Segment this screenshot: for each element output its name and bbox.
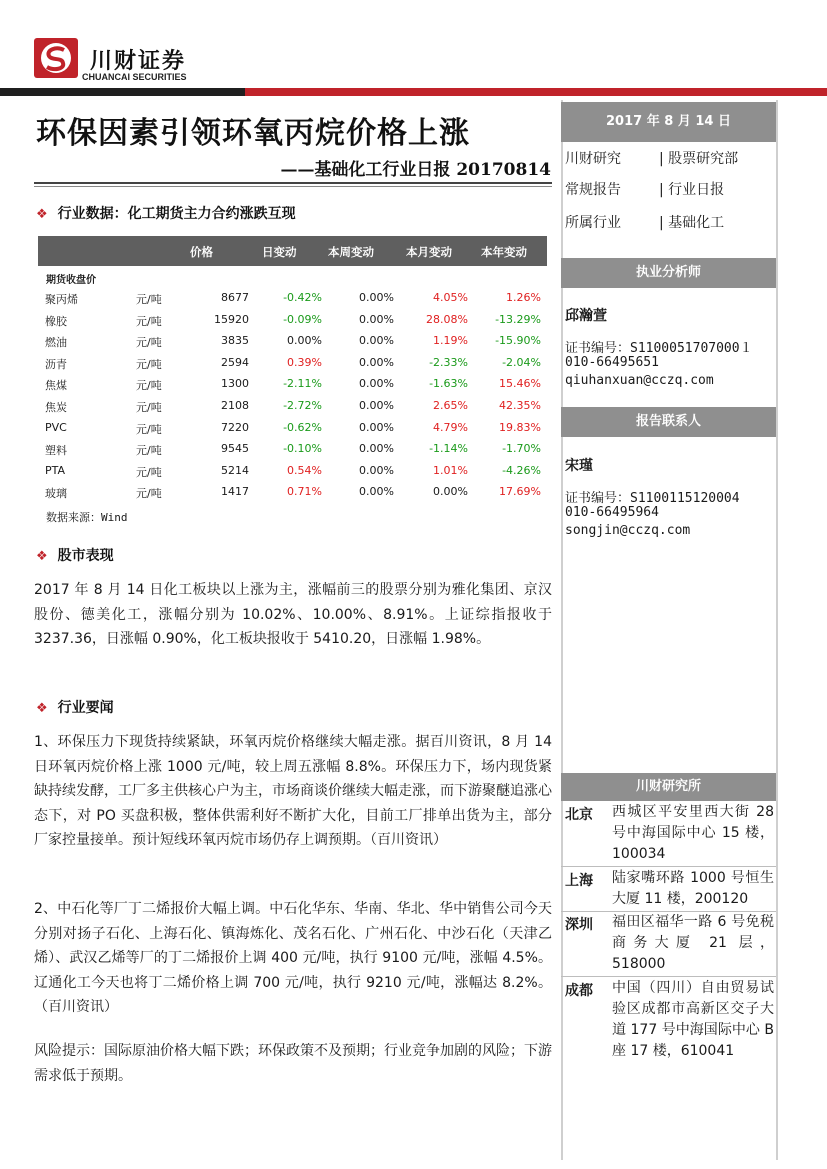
week-change: 0.00% (359, 291, 394, 304)
meta-value: | 行业日报 (659, 182, 725, 198)
year-change: 1.26% (506, 291, 541, 304)
table-row (38, 417, 547, 439)
month-change: 28.08% (426, 312, 468, 326)
office-divider (561, 976, 776, 977)
report-date: 2017 年 8 月 14 日 (561, 102, 776, 142)
week-change: 0.00% (359, 312, 394, 326)
table-row (38, 287, 547, 309)
price: 3835 (221, 334, 249, 348)
col-price: 价格 (190, 245, 213, 259)
col-year: 本年变动 (481, 245, 527, 259)
commodity-name: 焦炭 (45, 400, 67, 414)
office-address: 中国（四川）自由贸易试验区成都市高新区交子大道 177 号中海国际中心 B 座 17 楼，610041 (612, 980, 774, 1059)
year-change: -2.04% (502, 355, 541, 369)
table-row (38, 309, 547, 331)
commodity-name: 燃油 (45, 336, 67, 350)
table-group-label: 期货收盘价 (46, 275, 96, 286)
meta-value: | 基础化工 (659, 215, 725, 231)
company-logo (34, 38, 78, 78)
section-label: 行业要闻 (57, 700, 114, 716)
year-change: -1.70% (502, 442, 541, 456)
office-address: 福田区福华一路 6 号免税商务大厦 21 层，518000 (612, 914, 774, 972)
year-change: -4.26% (502, 463, 541, 477)
section-market (36, 545, 114, 565)
commodity-name: 橡胶 (45, 314, 67, 328)
day-change: -2.11% (283, 377, 322, 391)
unit: 元/吨 (136, 487, 162, 501)
analyst-email: qiuhanxuan@cczq.com (565, 373, 714, 388)
contact-email: songjin@cczq.com (565, 523, 691, 538)
unit: 元/吨 (136, 400, 162, 414)
price: 7220 (221, 420, 249, 434)
col-week: 本周变动 (328, 245, 374, 259)
commodity-name: PVC (45, 420, 67, 434)
year-change: 19.83% (499, 420, 541, 434)
month-change: 4.79% (433, 420, 468, 434)
contact-phone: 010-66495964 (565, 505, 659, 520)
table-row (38, 481, 547, 503)
office-city: 成都 (565, 983, 593, 999)
news-item-1: 1、环保压力下现货持续紧缺，环氧丙烷价格继续大幅走涨。据百川资讯，8 月 14 日环氧丙烷价格上涨 1000 元/吨，较上周五涨幅 8.8%。环保压力下，场内现货紧缺持续发酵，工厂多主供核心户为主，市场商谈价继续大幅走涨，而下游聚醚追涨心态下，对 PO 买盘积极，整体供需利好不断扩大化，目前工厂排单出货为主，部分厂家控量接单。预计短线环氧丙烷市场仍存上调预期。（百川资讯） (34, 734, 552, 848)
commodity-name: 塑料 (45, 444, 67, 458)
commodity-name: 焦煤 (45, 379, 67, 393)
year-change: 42.35% (499, 398, 541, 412)
sidebar-border-right (776, 100, 778, 1160)
risk-warning: 风险提示：国际原油价格大幅下跌；环保政策不及预期；行业竞争加剧的风险；下游需求低于预期。 (34, 1043, 552, 1084)
contact-name: 宋瑾 (565, 458, 593, 474)
week-change: 0.00% (359, 420, 394, 434)
unit: 元/吨 (136, 293, 162, 306)
table-row (38, 438, 547, 460)
day-change: -0.62% (283, 420, 322, 434)
day-change: -0.09% (283, 312, 322, 326)
brand-name-en: CHUANCAI SECURITIES (82, 72, 187, 82)
brand-name-cn: 川财证券 (90, 49, 187, 74)
month-change: -2.33% (429, 355, 468, 369)
diamond-bullet-icon: ❖ (36, 701, 48, 716)
meta-value: | 股票研究部 (659, 151, 739, 167)
section-label: 行业数据：化工期货主力合约涨跌互现 (57, 206, 296, 222)
month-change: 1.01% (433, 463, 468, 477)
day-change: 0.71% (287, 485, 322, 499)
news-item-2: 2、中石化等厂丁二烯报价大幅上调。中石化华东、华南、华北、华中销售公司今天分别对扬子石化、上海石化、镇海炼化、茂名石化、广州石化、中沙石化（天津乙烯）、武汉乙烯等厂的丁二烯报价上调 400 元/吨，执行 9100 元/吨，涨幅 4.5%。辽通化工今天也将丁二烯价格上调 700 元/吨，执行 9210 元/吨，涨幅达 8.2%。（百川资讯） (34, 901, 552, 1015)
day-change: -0.42% (283, 291, 322, 304)
unit: 元/吨 (136, 314, 162, 328)
price: 1300 (221, 377, 249, 391)
unit: 元/吨 (136, 422, 162, 436)
price: 1417 (221, 485, 249, 499)
section-news (36, 697, 114, 717)
office-city: 北京 (565, 807, 593, 823)
analyst-name: 邱瀚萱 (565, 308, 607, 324)
week-change: 0.00% (359, 463, 394, 477)
day-change: 0.00% (287, 334, 322, 348)
commodity-name: 聚丙烯 (45, 293, 78, 306)
office-city: 深圳 (565, 917, 593, 933)
title-divider (34, 182, 552, 184)
table-body (38, 287, 547, 503)
meta-key: 川财研究 (565, 151, 621, 167)
office-address: 陆家嘴环路 1000 号恒生大厦 11 楼，200120 (612, 870, 774, 907)
header-bar (0, 88, 827, 96)
table-row (38, 395, 547, 417)
col-day: 日变动 (262, 245, 297, 259)
report-title: 环保因素引领环氧丙烷价格上涨 (36, 116, 470, 151)
month-change: -1.14% (429, 442, 468, 456)
contact-header: 报告联系人 (561, 407, 776, 437)
commodity-name: 玻璃 (45, 487, 67, 501)
diamond-bullet-icon: ❖ (36, 549, 48, 564)
week-change: 0.00% (359, 398, 394, 412)
week-change: 0.00% (359, 334, 394, 348)
table-row (38, 352, 547, 374)
office-divider (561, 866, 776, 867)
table-row (38, 460, 547, 482)
year-change: 15.46% (499, 377, 541, 391)
data-source: 数据来源：Wind (46, 511, 128, 524)
day-change: -2.72% (283, 398, 322, 412)
day-change: 0.39% (287, 355, 322, 369)
unit: 元/吨 (136, 444, 162, 458)
week-change: 0.00% (359, 442, 394, 456)
price: 2108 (221, 398, 249, 412)
analyst-header: 执业分析师 (561, 258, 776, 288)
week-change: 0.00% (359, 377, 394, 391)
table-row (38, 373, 547, 395)
analyst-phone: 010-66495651 (565, 355, 659, 370)
day-change: -0.10% (283, 442, 322, 456)
month-change: -1.63% (429, 377, 468, 391)
section-label: 股市表现 (57, 548, 114, 564)
market-paragraph: 2017 年 8 月 14 日化工板块以上涨为主，涨幅前三的股票分别为雅化集团、京汉股份、德美化工，涨幅分别为 10.02%、10.00%、8.91%。上证综指报收于 3237.36，日涨幅 0.90%，化工板块报收于 5410.20，日涨幅 1.98%。 (34, 582, 552, 647)
commodity-name: PTA (45, 463, 66, 477)
section-industry-data (36, 203, 296, 223)
contact-cert: 证书编号：S1100115120004 (565, 491, 740, 506)
year-change: -15.90% (495, 334, 541, 348)
price: 15920 (214, 312, 249, 326)
month-change: 0.00% (433, 485, 468, 499)
analyst-cert: 证书编号：S1100051707000１ (565, 341, 753, 356)
table-header (38, 236, 547, 266)
price: 8677 (221, 291, 249, 304)
week-change: 0.00% (359, 355, 394, 369)
month-change: 4.05% (433, 291, 468, 304)
meta-key: 所属行业 (565, 215, 621, 231)
diamond-bullet-icon: ❖ (36, 207, 48, 222)
week-change: 0.00% (359, 485, 394, 499)
institute-header: 川财研究所 (561, 773, 776, 801)
col-month: 本月变动 (406, 245, 452, 259)
unit: 元/吨 (136, 336, 162, 350)
price: 9545 (221, 442, 249, 456)
unit: 元/吨 (136, 465, 162, 479)
month-change: 1.19% (433, 334, 468, 348)
month-change: 2.65% (433, 398, 468, 412)
office-city: 上海 (565, 873, 593, 889)
report-subtitle: ——基础化工行业日报 20170814 (280, 160, 551, 180)
year-change: -13.29% (495, 312, 541, 326)
meta-key: 常规报告 (565, 182, 621, 198)
price: 5214 (221, 463, 249, 477)
price: 2594 (221, 355, 249, 369)
year-change: 17.69% (499, 485, 541, 499)
unit: 元/吨 (136, 357, 162, 371)
day-change: 0.54% (287, 463, 322, 477)
title-divider-thin (34, 186, 552, 187)
office-address: 西城区平安里西大街 28 号中海国际中心 15 楼，100034 (612, 804, 774, 862)
table-row (38, 330, 547, 352)
unit: 元/吨 (136, 379, 162, 393)
commodity-name: 沥青 (45, 357, 67, 371)
